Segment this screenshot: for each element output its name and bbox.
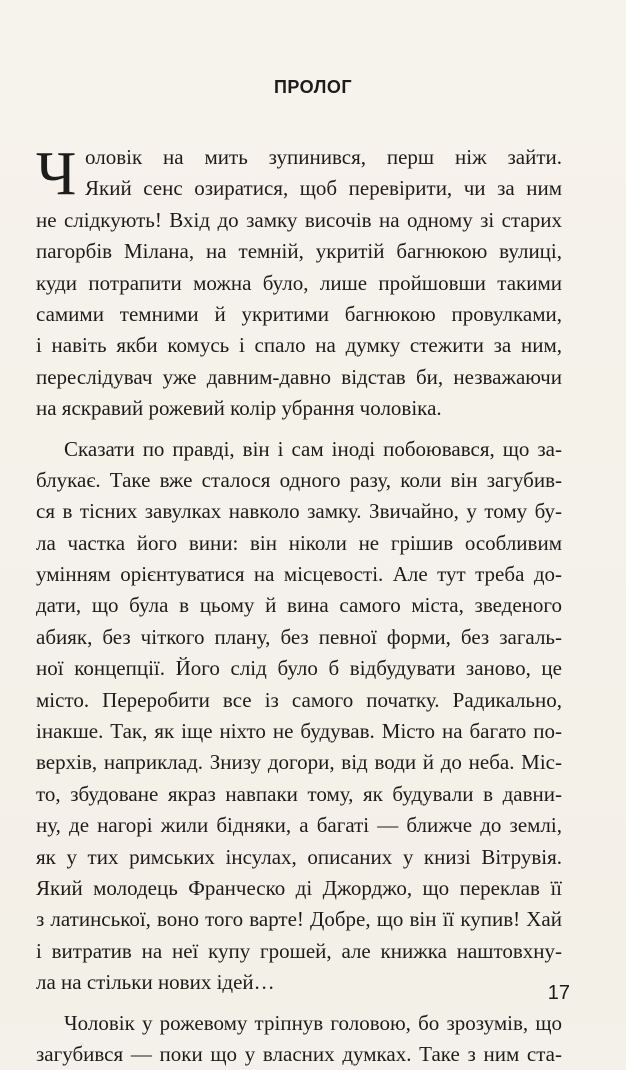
- text-line: інакше. Так, як іще ніхто не будував. Місто на багато по-: [36, 719, 562, 744]
- text-line: дати, що була в цьому й вина самого міста, зведеного: [36, 593, 562, 618]
- text-line: і витратив на неї купу грошей, але книжка наштовхну-: [36, 938, 562, 963]
- paragraph-2: [36, 434, 562, 999]
- text-line: з латинської, воно того варте! Добре, що він її купив! Хай: [36, 907, 562, 932]
- text-line: оловік на мить зупинився, перш ніж зайти.: [85, 145, 562, 169]
- text-line: то, збудоване якраз навпаки тому, як будували в давни-: [36, 781, 562, 806]
- text-line: як у тих римських інсулах, описаних у книзі Вітрувія.: [36, 844, 562, 869]
- text-line: Який сенс озиратися, щоб перевірити, чи за ним: [85, 176, 562, 201]
- paragraph-3: [36, 1008, 562, 1070]
- page-body: [36, 142, 562, 1070]
- text-line: ся в тісних завулках навколо замку. Звичайно, у тому бу-: [36, 499, 562, 524]
- text-line: ла частка його вини: він ніколи не грішив особливим: [36, 530, 562, 555]
- page-number: 17: [547, 982, 570, 1004]
- text-line: пагорбів Мілана, на темній, укритій багнюкою вулиці,: [36, 239, 562, 264]
- text-line: Чоловік у рожевому тріпнув головою, бо зрозумів, що: [64, 1010, 562, 1035]
- text-line: блукає. Таке вже сталося одного разу, коли він загубив-: [36, 467, 562, 492]
- text-line: умінням орієнтуватися на місцевості. Але тут треба до-: [36, 562, 562, 587]
- chapter-title: ПРОЛОГ: [273, 77, 353, 97]
- drop-cap: Ч: [36, 140, 77, 208]
- text-line: самими темними й укритими багнюкою провулками,: [36, 301, 562, 326]
- text-line: ну, де нагорі жили бідняки, а багаті — ближче до землі,: [36, 813, 562, 838]
- text-line: Який молодець Франческо ді Джорджо, що переклав її: [36, 875, 562, 900]
- text-line: верхів, наприклад. Знизу догори, від води й до неба. Міс-: [36, 750, 562, 775]
- text-line: куди потрапити можна було, лише пройшовши такими: [36, 270, 562, 295]
- text-line: абияк, без чіткого плану, без певної форми, без загаль-: [36, 624, 562, 649]
- text-line: місто. Переробити все із самого початку. Радикально,: [36, 687, 562, 712]
- text-line: ла на стільки нових ідей…: [36, 970, 275, 995]
- text-line: ної концепції. Його слід було б відбудувати заново, це: [36, 656, 562, 681]
- text-line: і навіть якби комусь і спало на думку стежити за ним,: [36, 333, 562, 358]
- text-line: не слідкують! Вхід до замку височів на одному зі старих: [36, 207, 562, 232]
- text-line: переслідувач уже давним-давно відстав би, незважаючи: [36, 364, 562, 389]
- paragraph-1: [36, 142, 562, 425]
- text-line: Сказати по правді, він і сам іноді побоювався, що за-: [64, 436, 562, 461]
- text-line: загубився — поки що у власних думках. Таке з ним ста-: [36, 1041, 562, 1066]
- text-line: на яскравий рожевий колір убрання чоловіка.: [36, 396, 442, 421]
